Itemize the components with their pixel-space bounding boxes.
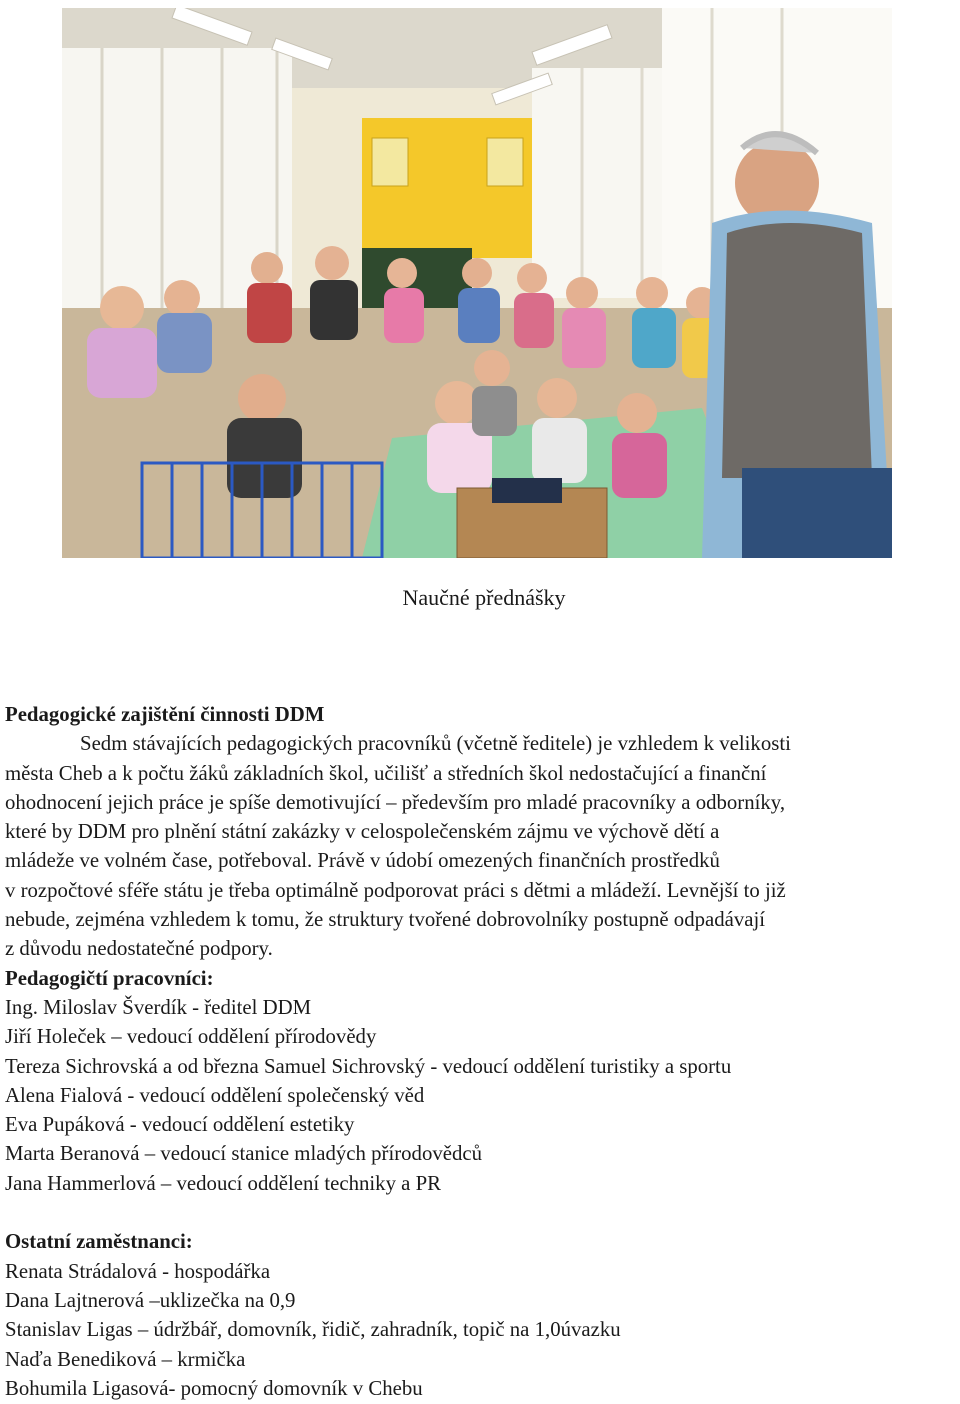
other-staff-item: Renata Strádalová - hospodářka (5, 1259, 271, 1283)
paragraph-line: města Cheb a k počtu žáků základních škol, učilišť a středních škol nedostačující a finanční (5, 761, 767, 785)
section-heading: Pedagogické zajištění činnosti DDM (5, 703, 325, 726)
lecture-photo (62, 8, 892, 558)
other-staff-item: Dana Lajtnerová –uklizečka na 0,9 (5, 1288, 296, 1312)
paragraph-line: z důvodu nedostatečné podpory. (5, 937, 273, 961)
staff-item: Eva Pupáková - vedoucí oddělení estetiky (5, 1113, 355, 1137)
paragraph-line: mládeže ve volném čase, potřeboval. Právě v údobí omezených finančních prostředků (5, 849, 720, 873)
staff-item: Tereza Sichrovská a od března Samuel Sichrovský - vedoucí oddělení turistiky a sportu (5, 1054, 732, 1078)
other-staff-item: Naďa Benediková – krmička (5, 1347, 246, 1371)
other-staff-item: Bohumila Ligasová- pomocný domovník v Chebu (5, 1376, 423, 1400)
paragraph-line: které by DDM pro plnění státní zakázky v celospolečenském zájmu ve výchově dětí a (5, 820, 720, 844)
other-staff-item: Stanislav Ligas – údržbář, domovník, řidič, zahradník, topič na 1,0úvazku (5, 1318, 621, 1342)
photo-caption: Naučné přednášky (402, 585, 566, 610)
paragraph-line: nebude, zejména vzhledem k tomu, že struktury tvořené dobrovolníky postupně odpadávají (5, 908, 766, 932)
paragraph-line: Sedm stávajících pedagogických pracovníků (včetně ředitele) je vzhledem k velikosti (80, 732, 791, 756)
photo-illustration (62, 8, 892, 558)
paragraph-line: v rozpočtové sféře státu je třeba optimálně podporovat práci s dětmi a mládeží. Levnější to již (5, 878, 786, 902)
staff-heading: Pedagogičtí pracovníci: (5, 966, 214, 990)
other-staff-heading: Ostatní zaměstnanci: (5, 1230, 193, 1254)
staff-item: Alena Fialová - vedoucí oddělení společenský věd (5, 1083, 425, 1107)
paragraph-line: ohodnocení jejich práce je spíše demotivující – především pro mladé pracovníky a odborníky, (5, 790, 786, 814)
staff-item: Jiří Holeček – vedoucí oddělení přírodovědy (5, 1025, 377, 1049)
staff-item: Marta Beranová – vedoucí stanice mladých přírodovědců (5, 1142, 482, 1166)
staff-item: Ing. Miloslav Šverdík - ředitel DDM (5, 995, 312, 1019)
spacer (5, 1198, 957, 1227)
document-body (5, 700, 957, 1403)
staff-item: Jana Hammerlová – vedoucí oddělení techniky a PR (5, 1171, 442, 1195)
